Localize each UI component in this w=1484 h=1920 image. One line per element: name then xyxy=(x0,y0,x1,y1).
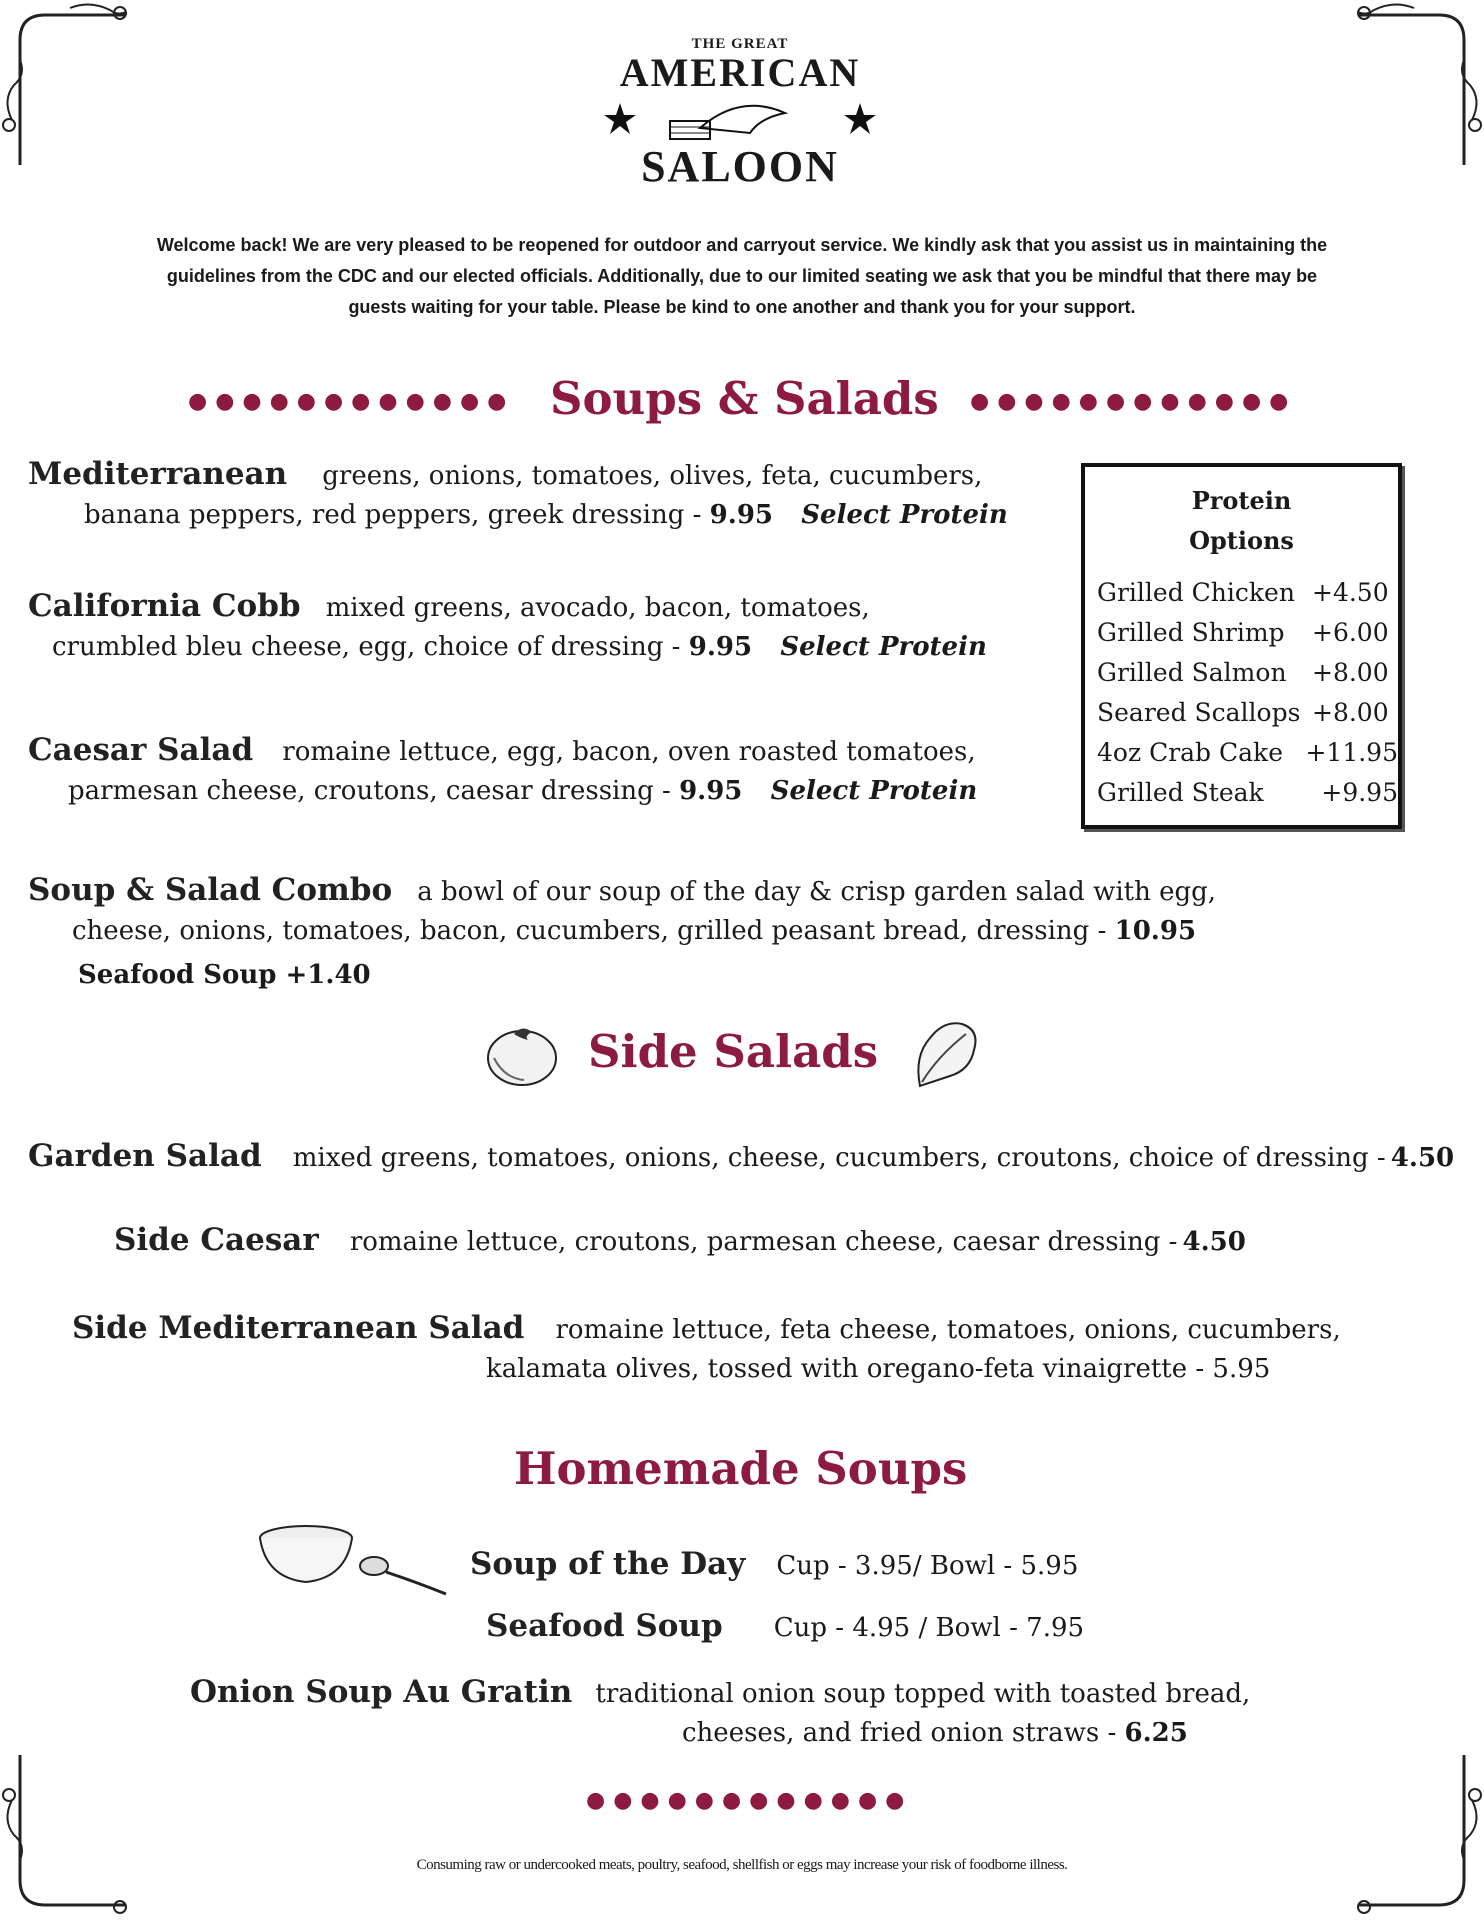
soup-bowl-icon xyxy=(256,1518,452,1608)
item-price: 4.50 xyxy=(1390,1143,1455,1173)
menu-item-mediterranean xyxy=(28,456,982,492)
divider-dots-bottom: ●●●●●●●●●●●● xyxy=(586,1788,913,1813)
menu-item-onion-soup xyxy=(190,1674,1250,1710)
item-desc: crumbled bleu cheese, egg, choice of dressing - xyxy=(52,632,681,662)
divider-dots-right: ●●●●●●●●●●●● xyxy=(970,389,1297,414)
corner-ornament-bottom-left xyxy=(0,1750,130,1920)
tomato-icon xyxy=(484,1018,560,1088)
item-desc: greens, onions, tomatoes, olives, feta, cucumbers, xyxy=(322,461,983,491)
item-name: Soup of the Day xyxy=(470,1546,746,1582)
protein-title-line2: Options xyxy=(1189,526,1294,555)
item-desc: romaine lettuce, feta cheese, tomatoes, onions, cucumbers, xyxy=(555,1315,1341,1345)
protein-name: Grilled Shrimp xyxy=(1097,618,1285,647)
menu-item-garden-salad xyxy=(28,1138,1454,1174)
item-desc: romaine lettuce, egg, bacon, oven roasted tomatoes, xyxy=(282,737,976,767)
item-price: Cup - 3.95/ Bowl - 5.95 xyxy=(776,1551,1079,1581)
protein-name: Grilled Steak xyxy=(1097,778,1264,807)
item-desc: banana peppers, red peppers, greek dressing - xyxy=(84,500,702,530)
protein-row xyxy=(1085,613,1398,653)
protein-name: Grilled Chicken xyxy=(1097,578,1295,607)
item-price: Cup - 4.95 / Bowl - 7.95 xyxy=(773,1613,1085,1643)
item-name: Onion Soup Au Gratin xyxy=(190,1674,573,1710)
combo-seafood-upcharge: Seafood Soup +1.40 xyxy=(78,960,371,990)
protein-title-line1: Protein xyxy=(1191,486,1292,515)
item-name: Caesar Salad xyxy=(28,732,254,768)
item-name: Mediterranean xyxy=(28,456,288,492)
item-price: 4.50 xyxy=(1182,1227,1246,1257)
protein-price: +9.95 xyxy=(1321,778,1398,807)
corner-ornament-bottom-right xyxy=(1354,1750,1484,1920)
menu-item-seafood-soup xyxy=(486,1608,1084,1644)
protein-price: +8.00 xyxy=(1312,658,1389,687)
menu-item-soup-of-the-day xyxy=(470,1546,1078,1582)
menu-item-mediterranean-line2 xyxy=(84,500,1008,530)
corner-ornament-top-left xyxy=(0,0,130,170)
item-name: California Cobb xyxy=(28,588,301,624)
item-desc: mixed greens, avocado, bacon, tomatoes, xyxy=(325,593,870,623)
protein-price: +6.00 xyxy=(1312,618,1389,647)
item-price: 9.95 xyxy=(688,632,753,662)
protein-row xyxy=(1085,733,1398,773)
item-price: 6.25 xyxy=(1124,1718,1188,1748)
protein-row xyxy=(1085,573,1398,613)
item-desc: cheeses, and fried onion straws - xyxy=(682,1718,1117,1748)
lettuce-icon xyxy=(910,1016,982,1092)
protein-name: 4oz Crab Cake xyxy=(1097,738,1283,767)
item-price: 9.95 xyxy=(709,500,773,530)
protein-options-box xyxy=(1081,463,1402,829)
protein-row xyxy=(1085,773,1398,813)
menu-item-onion-soup-line2 xyxy=(682,1718,1188,1748)
item-name: Seafood Soup xyxy=(486,1608,723,1644)
protein-row xyxy=(1085,653,1398,693)
protein-price: +4.50 xyxy=(1312,578,1389,607)
section-title-side-salads: Side Salads xyxy=(588,1025,879,1078)
section-title-soups-salads: Soups & Salads xyxy=(550,372,939,425)
protein-price: +8.00 xyxy=(1312,698,1389,727)
menu-item-combo xyxy=(28,872,1216,908)
protein-box-title xyxy=(1085,481,1398,561)
item-name: Side Caesar xyxy=(114,1222,319,1258)
logo-line-1: THE GREAT xyxy=(691,36,789,52)
item-desc: traditional onion soup topped with toasted bread, xyxy=(595,1679,1251,1709)
select-protein-label: Select Protein xyxy=(801,500,1008,530)
item-desc: parmesan cheese, croutons, caesar dressing - xyxy=(68,776,671,806)
menu-item-caesar xyxy=(28,732,976,768)
protein-list xyxy=(1085,573,1398,813)
menu-item-combo-line2 xyxy=(72,916,1196,946)
logo-line-2: AMERICAN xyxy=(619,50,861,95)
item-name: Side Mediterranean Salad xyxy=(72,1310,525,1346)
item-desc: romaine lettuce, croutons, parmesan cheese, caesar dressing - xyxy=(349,1227,1178,1257)
menu-item-side-mediterranean-line2: kalamata olives, tossed with oregano-feta vinaigrette - 5.95 xyxy=(486,1354,1271,1384)
menu-item-side-mediterranean xyxy=(72,1310,1341,1346)
logo-line-3: SALOON xyxy=(641,142,839,191)
item-name: Soup & Salad Combo xyxy=(28,872,393,908)
item-desc: a bowl of our soup of the day & crisp garden salad with egg, xyxy=(417,877,1217,907)
protein-price: +11.95 xyxy=(1305,738,1398,767)
menu-item-cobb-line2 xyxy=(52,632,987,662)
select-protein-label: Select Protein xyxy=(780,632,987,662)
item-price: 10.95 xyxy=(1114,916,1197,946)
protein-row xyxy=(1085,693,1398,733)
footer-disclaimer: Consuming raw or undercooked meats, poultry, seafood, shellfish or eggs may increase your risk of foodborne illness. xyxy=(416,1857,1068,1873)
eagle-flag-icon xyxy=(590,93,890,143)
item-name: Garden Salad xyxy=(28,1138,262,1174)
menu-item-california-cobb xyxy=(28,588,870,624)
menu-item-caesar-line2 xyxy=(68,776,977,806)
item-price: 9.95 xyxy=(679,776,743,806)
intro-text: Welcome back! We are very pleased to be reopened for outdoor and carryout service. We kindly ask that you assist us in maintaining the guidelines from the CDC and our elected officials. Additionally, due to our limited seating we ask that you be mindful that there may be guests waiting for your table. Please be kind to one another and thank you for your support. xyxy=(156,235,1328,317)
select-protein-label: Select Protein xyxy=(770,776,978,806)
protein-name: Grilled Salmon xyxy=(1097,658,1287,687)
divider-dots-left: ●●●●●●●●●●●● xyxy=(188,389,515,414)
protein-name: Seared Scallops xyxy=(1097,698,1301,727)
logo xyxy=(590,36,890,206)
item-desc: cheese, onions, tomatoes, bacon, cucumbers, grilled peasant bread, dressing - xyxy=(72,916,1107,946)
item-desc: mixed greens, tomatoes, onions, cheese, cucumbers, croutons, choice of dressing - xyxy=(292,1143,1386,1173)
menu-item-side-caesar xyxy=(114,1222,1246,1258)
corner-ornament-top-right xyxy=(1354,0,1484,170)
section-title-homemade-soups: Homemade Soups xyxy=(514,1442,968,1495)
